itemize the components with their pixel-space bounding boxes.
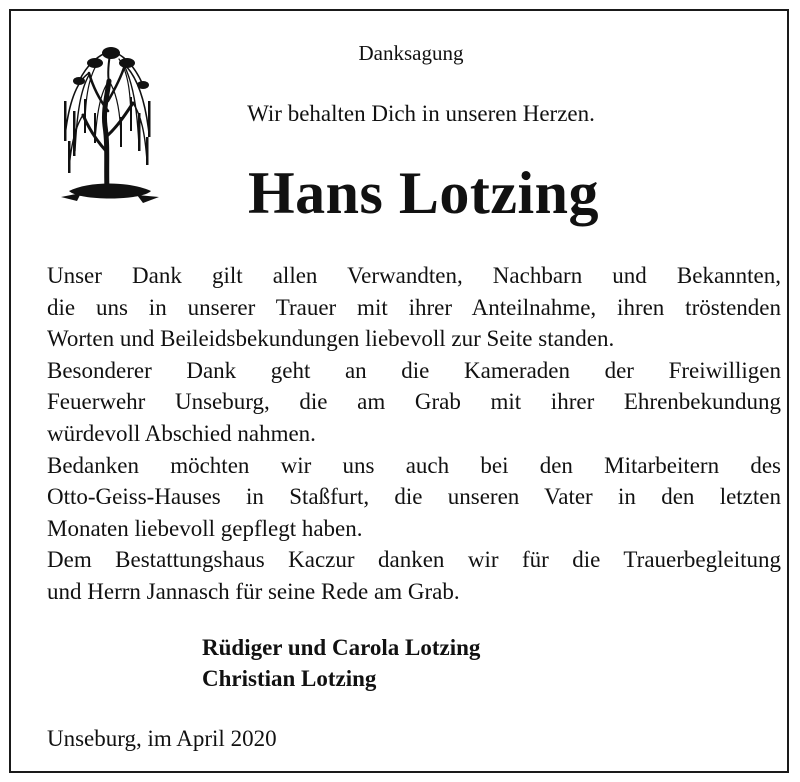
notice-body (47, 260, 781, 608)
body-line: Dem Bestattungshaus Kaczur danken wir für die Trauerbegleitung (47, 547, 781, 573)
body-line: die uns in unserer Trauer mit ihrer Anteilnahme, ihren tröstenden (47, 294, 781, 320)
notice-subtitle: Wir behalten Dich in unseren Herzen. (247, 101, 595, 126)
body-line: und Herrn Jannasch für seine Rede am Grab. (47, 578, 460, 604)
body-line: Unser Dank gilt allen Verwandten, Nachbarn und Bekannten, (47, 263, 781, 288)
obituary-notice (9, 9, 789, 773)
signer-name: Rüdiger und Carola Lotzing (202, 635, 481, 660)
body-line: Monaten liebevoll gepflegt haben. (47, 515, 363, 541)
signer-name: Christian Lotzing (202, 666, 377, 691)
deceased-name: Hans Lotzing (247, 160, 600, 226)
body-line: Otto-Geiss-Hauses in Staßfurt, die unseren Vater in den letzten (47, 484, 781, 510)
body-line: Bedanken möchten wir uns auch bei den Mitarbeitern des (47, 452, 781, 478)
body-line: Worten und Beileidsbekundungen liebevoll zur Seite standen. (47, 326, 615, 352)
body-line: würdevoll Abschied nahmen. (47, 420, 316, 446)
notice-heading: Danksagung (358, 41, 464, 65)
signers (202, 632, 480, 694)
place-date: Unseburg, im April 2020 (47, 726, 277, 751)
body-line: Besonderer Dank geht an die Kameraden der Freiwilligen (47, 357, 781, 383)
body-line: Feuerwehr Unseburg, die am Grab mit ihrer Ehrenbekundung (47, 389, 781, 415)
